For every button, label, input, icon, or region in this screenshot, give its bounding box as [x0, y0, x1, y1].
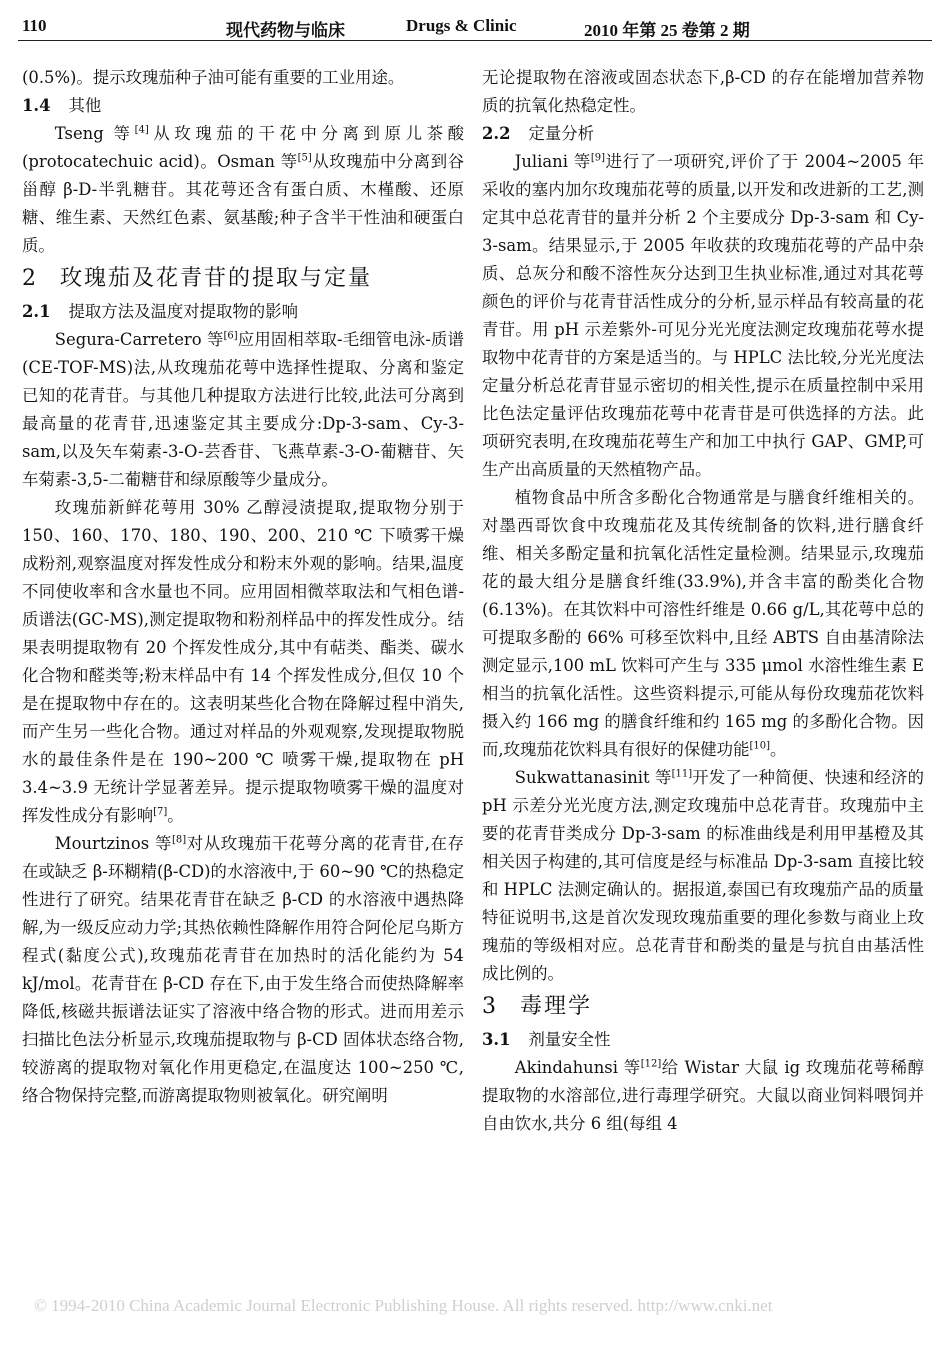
- citation[interactable]: [6]: [223, 330, 238, 342]
- section-title: 其他: [68, 96, 102, 115]
- paragraph: [22, 494, 464, 830]
- paragraph-text: 无论提取物在溶液或固态状态下,β-CD 的存在能增加营养物质的抗氧化热稳定性。: [482, 68, 924, 115]
- paragraph-text: 进行了一项研究,评价了于 2004~2005 年采收的塞内加尔玫瑰茄花萼的质量,以开发和改进新的工艺,测定其中总花青苷的量并分析 2 个主要成分 Dp-3-sam 和 Cy-3-sam。结果显示,于 2005 年收获的玫瑰茄花萼的产品中杂质、总灰分和酸不溶性灰分达到卫生执业标准,通过对其花萼颜色的评价与花青苷活性成分的分析,显示样品有较高量的花青苷。用 pH 示差紫外-可见分光光度法测定玫瑰茄花萼水提取物中花青苷的方案是适当的。与 HPLC 法比较,分光光度法定量分析总花青苷显示密切的相关性,提示在质量控制中采用比色法定量评估玫瑰茄花萼中花青苷是可供选择的方法。此项研究表明,在玫瑰茄花萼生产和加工中执行 GAP、GMP,可生产出高质量的天然植物产品。: [482, 152, 924, 479]
- paragraph-text: Juliani 等: [514, 152, 591, 171]
- citation[interactable]: [12]: [640, 1058, 662, 1070]
- citation[interactable]: [9]: [590, 152, 606, 164]
- section-heading-1-4: [22, 92, 464, 120]
- paragraph-text: 从玫瑰茄中分离到谷甾醇 β-D-半乳糖苷。其花萼还含有蛋白质、木槿酸、还原糖、维生素、天然红色素、氨基酸;种子含半干性油和硬蛋白质。: [22, 152, 465, 255]
- section-title: 玫瑰茄及花青苷的提取与定量: [60, 266, 373, 291]
- paragraph-text: 给 Wistar 大鼠 ig 玫瑰茄花萼稀醇提取物的水溶部位,进行毒理学研究。大鼠以商业饲料喂饲并自由饮水,共分 6 组(每组 4: [482, 1058, 924, 1133]
- section-number: 1.4: [22, 96, 51, 115]
- issue-info: 2010 年第 25 卷第 2 期: [584, 21, 750, 40]
- citation[interactable]: [5]: [297, 152, 312, 164]
- journal-title-cn: 现代药物与临床: [226, 21, 345, 40]
- section-title: 毒理学: [520, 994, 593, 1019]
- section-heading-3-1: [482, 1026, 924, 1054]
- paragraph: [482, 484, 924, 764]
- running-header: [18, 12, 932, 41]
- paragraph-text: Tseng 等: [54, 124, 135, 143]
- paragraph: [22, 64, 464, 92]
- paragraph: [22, 830, 464, 1110]
- section-number: 2.1: [22, 302, 51, 321]
- paragraph-text: 对从玫瑰茄干花萼分离的花青苷,在存在或缺乏 β-环糊精(β-CD)的水溶液中,于 60~90 ℃的热稳定性进行了研究。结果花青苷在缺乏 β-CD 的水溶液中遇热降解,为一级反应动力学;其热依赖性降解作用符合阿伦尼乌斯方程式(黏度公式),玫瑰茄花青苷在加热时的活化能约为 54 kJ/mol。花青苷在 β-CD 存在下,由于发生络合而使热降解率降低,核磁共振谱法证实了溶液中络合物的形式。进而用差示扫描比色法分析显示,玫瑰茄提取物与 β-CD 固体状态络合物,较游离的提取物对氧化作用更稳定,在温度达 100~250 ℃,络合物保持完整,而游离提取物则被氧化。研究阐明: [22, 834, 464, 1105]
- paragraph-text: 玫瑰茄新鲜花萼用 30% 乙醇浸渍提取,提取物分别于 150、160、170、180、190、200、210 ℃ 下喷雾干燥成粉剂,观察温度对挥发性成分和粉末外观的影响。结果,温度不同使收率和含水量也不同。应用固相微萃取法和气相色谱-质谱法(GC-MS),测定提取物和粉剂样品中的挥发性成分。结果表明提取物有 20 个挥发性成分,其中有萜类、酯类、碳水化合物和醛类等;粉末样品中有 14 个挥发性成分,但仅 10 个是在提取物中存在的。这表明某些化合物在降解过程中消失,而产生另一些化合物。通过对样品的外观观察,发现提取物脱水的最佳条件是在 190~200 ℃ 喷雾干燥,提取物在 pH 3.4~3.9 无统计学显著差异。提示提取物喷雾干燥的温度对挥发性成分有影响: [22, 498, 464, 825]
- section-number: 2: [22, 266, 38, 291]
- paragraph-text: 开发了一种简便、快速和经济的 pH 示差分光光度方法,测定玫瑰茄中总花青苷。玫瑰茄中主要的花青苷类成分 Dp-3-sam 的标准曲线是利用甲基橙及其相关因子构建的,其可信度是经与标准品 Dp-3-sam 直接比较和 HPLC 法测定确认的。据报道,泰国已有玫瑰茄产品的质量特征说明书,这是首次发现玫瑰茄重要的理化参数与商业上玫瑰茄的等级相对应。总花青苷和酚类的量是与抗自由基活性成比例的。: [482, 768, 924, 983]
- page-number: 110: [22, 16, 47, 35]
- paragraph: [22, 326, 464, 494]
- journal-title-en: Drugs & Clinic: [406, 16, 517, 35]
- citation[interactable]: [10]: [749, 740, 770, 752]
- citation[interactable]: [4]: [134, 124, 149, 136]
- section-number: 2.2: [482, 124, 511, 143]
- paragraph-text: Sukwattanasinit 等: [514, 768, 672, 787]
- paragraph: [482, 148, 924, 484]
- citation[interactable]: [11]: [671, 768, 693, 780]
- paragraph: [22, 120, 464, 260]
- section-heading-3: [482, 990, 924, 1024]
- paragraph-text: 应用固相萃取-毛细管电泳-质谱(CE-TOF-MS)法,从玫瑰茄花萼中选择性提取、分离和鉴定已知的花青苷。与其他几种提取方法进行比较,此法可分离到最高量的花青苷,迅速鉴定其主要成分:Dp-3-sam、Cy-3-sam,以及矢车菊素-3-O-芸香苷、飞燕草素-3-O-葡糖苷、矢车菊素-3,5-二葡糖苷和绿原酸等少量成分。: [22, 330, 464, 489]
- paragraph: [482, 64, 924, 120]
- paragraph-text: 植物食品中所含多酚化合物通常是与膳食纤维相关的。对墨西哥饮食中玫瑰茄花及其传统制备的饮料,进行膳食纤维、相关多酚定量和抗氧化活性定量检测。结果显示,玫瑰茄花的最大组分是膳食纤维(33.9%),并含丰富的酚类化合物(6.13%)。在其饮料中可溶性纤维是 0.66 g/L,其花萼中总的可提取多酚的 66% 可移至饮料中,且经 ABTS 自由基清除法测定显示,100 mL 饮料可产生与 335 μmol 水溶性维生素 E 相当的抗氧化活性。这些资料提示,可能从每份玫瑰茄花饮料摄入约 166 mg 的膳食纤维和约 165 mg 的多酚化合物。因而,玫瑰茄花饮料具有很好的保健功能: [482, 488, 924, 759]
- citation[interactable]: [7]: [153, 806, 168, 818]
- section-title: 剂量安全性: [528, 1030, 611, 1049]
- copyright-watermark: © 1994-2010 China Academic Journal Electronic Publishing House. All rights reserved. http://www.cnki.net: [34, 1296, 773, 1315]
- right-column: [482, 64, 924, 1138]
- paragraph-text: 从玫瑰茄的干花中分离到原儿茶酸(protocatechuic acid)。Osman 等: [22, 124, 465, 171]
- paragraph: [482, 1054, 924, 1138]
- section-title: 提取方法及温度对提取物的影响: [68, 302, 298, 321]
- section-number: 3: [482, 994, 498, 1019]
- paragraph-text: (0.5%)。提示玫瑰茄种子油可能有重要的工业用途。: [22, 68, 405, 87]
- section-heading-2-2: [482, 120, 924, 148]
- paragraph-text: Segura-Carretero 等: [54, 330, 224, 349]
- paragraph: [482, 764, 924, 988]
- paragraph-text: Akindahunsi 等: [514, 1058, 641, 1077]
- section-heading-2-1: [22, 298, 464, 326]
- left-column: [22, 64, 464, 1110]
- paragraph-text: Mourtzinos 等: [54, 834, 172, 853]
- paragraph-text: 。: [770, 740, 787, 759]
- section-heading-2: [22, 262, 464, 296]
- paragraph-text: 。: [167, 806, 184, 825]
- citation[interactable]: [8]: [171, 834, 187, 846]
- section-number: 3.1: [482, 1030, 511, 1049]
- section-title: 定量分析: [528, 124, 595, 143]
